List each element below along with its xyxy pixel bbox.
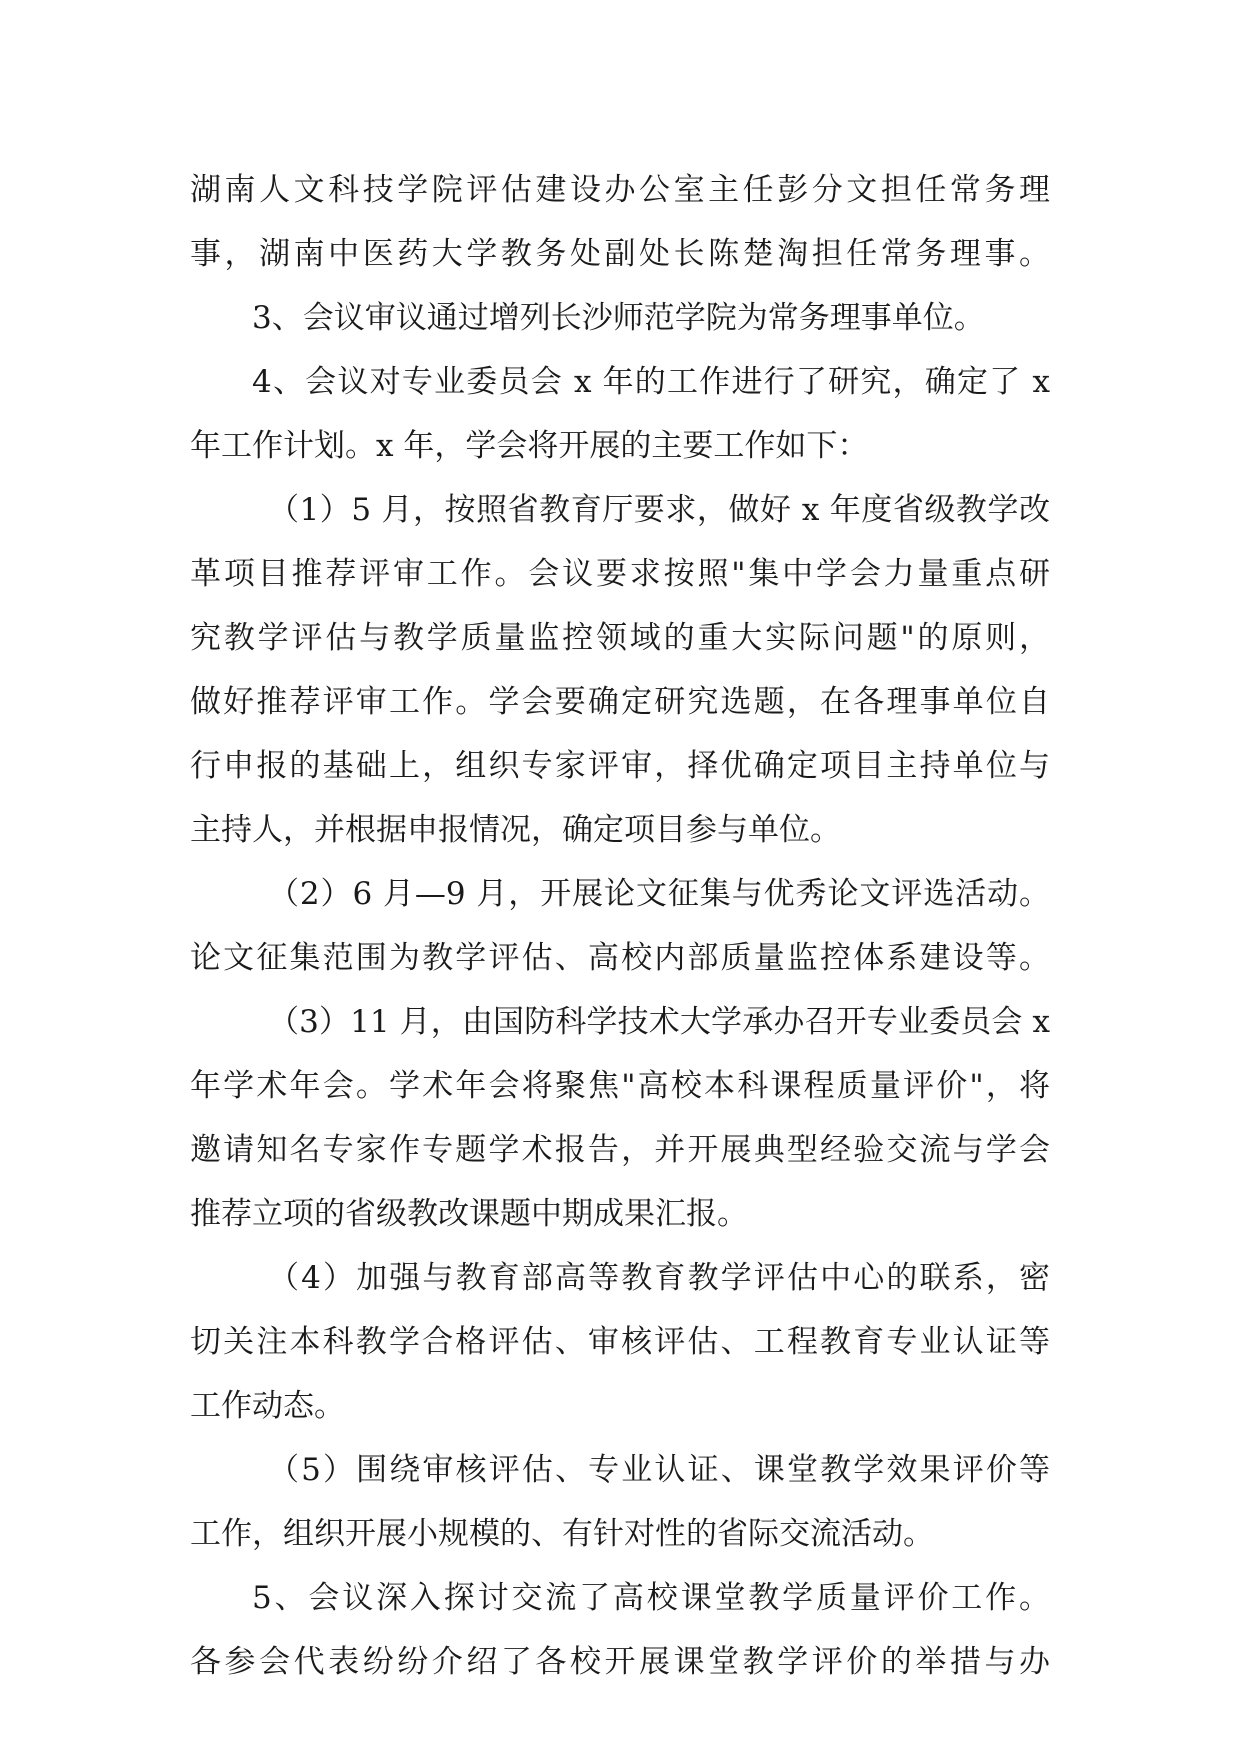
text-line: 行申报的基础上，组织专家评审，择优确定项目主持单位与 (190, 748, 1050, 784)
text-line: （5）围绕审核评估、专业认证、课堂教学效果评价等 (268, 1452, 1050, 1488)
document-body (190, 158, 1050, 1694)
text-line: 论文征集范围为教学评估、高校内部质量监控体系建设等。 (190, 940, 1050, 976)
text-line: 4、会议对专业委员会 x 年的工作进行了研究，确定了 x (252, 364, 1050, 400)
text-line: 各参会代表纷纷介绍了各校开展课堂教学评价的举措与办 (190, 1644, 1050, 1680)
text-line: 主持人，并根据申报情况，确定项目参与单位。 (190, 812, 841, 848)
text-line: 工作动态。 (190, 1388, 345, 1424)
text-line: 年工作计划。x 年，学会将开展的主要工作如下： (190, 428, 869, 464)
text-line: 工作，组织开展小规模的、有针对性的省际交流活动。 (190, 1516, 934, 1552)
text-line: 事，湖南中医药大学教务处副处长陈楚淘担任常务理事。 (190, 236, 1050, 272)
text-line: （1）5 月，按照省教育厅要求，做好 x 年度省级教学改 (268, 492, 1050, 528)
text-line: 年学术年会。学术年会将聚焦"高校本科课程质量评价"，将 (190, 1068, 1050, 1104)
text-line: 5、会议深入探讨交流了高校课堂教学质量评价工作。 (252, 1580, 1050, 1616)
text-line: （3）11 月，由国防科学技术大学承办召开专业委员会 x (268, 1004, 1050, 1040)
text-line: 邀请知名专家作专题学术报告，并开展典型经验交流与学会 (190, 1132, 1050, 1168)
text-line: （2）6 月—9 月，开展论文征集与优秀论文评选活动。 (268, 876, 1050, 912)
text-line: 3、会议审议通过增列长沙师范学院为常务理事单位。 (252, 300, 985, 336)
text-line: 做好推荐评审工作。学会要确定研究选题，在各理事单位自 (190, 684, 1050, 720)
text-line: （4）加强与教育部高等教育教学评估中心的联系，密 (268, 1260, 1050, 1296)
text-line: 革项目推荐评审工作。会议要求按照"集中学会力量重点研 (190, 556, 1050, 592)
text-line: 湖南人文科技学院评估建设办公室主任彭分文担任常务理 (190, 172, 1050, 208)
text-line: 切关注本科教学合格评估、审核评估、工程教育专业认证等 (190, 1324, 1050, 1360)
text-line: 推荐立项的省级教改课题中期成果汇报。 (190, 1196, 748, 1232)
text-line: 究教学评估与教学质量监控领域的重大实际问题"的原则， (190, 620, 1050, 656)
